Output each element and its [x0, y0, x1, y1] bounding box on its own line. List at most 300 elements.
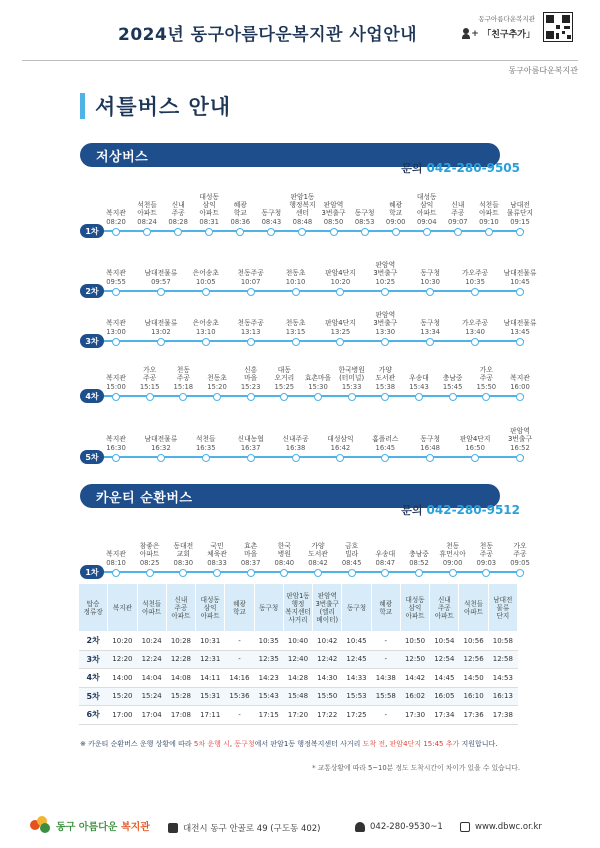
- stop-name: 복지관: [106, 435, 126, 443]
- stop-name: 가오 주공: [143, 366, 157, 382]
- route-stop[interactable]: [231, 435, 271, 464]
- time-cell: 12:45: [342, 650, 371, 669]
- stop-name: 혜광 학교: [233, 201, 247, 217]
- stop-time: 15:45: [442, 383, 463, 391]
- stop-time: 08:50: [323, 218, 344, 226]
- stop-time: 15:50: [476, 383, 497, 391]
- time-cell: 17:25: [342, 706, 371, 725]
- route-stop[interactable]: [365, 435, 405, 464]
- stop-dot-icon: [415, 393, 423, 401]
- stop-name: 신내 주공: [451, 201, 465, 217]
- run-badge: 3차: [80, 334, 104, 348]
- time-cell: 17:30: [400, 706, 429, 725]
- stop-time: 15:25: [274, 383, 295, 391]
- table-row: [79, 650, 518, 669]
- stop-time: 08:28: [168, 218, 188, 226]
- stop-name: 참좋은 아파트: [139, 542, 160, 558]
- stop-name: 가양 도서관: [308, 542, 328, 558]
- stop-name: 천동 주공: [479, 542, 493, 558]
- time-cell: 17:34: [430, 706, 459, 725]
- stop-dot-icon: [202, 454, 210, 462]
- stop-time: 10:20: [330, 278, 351, 286]
- time-cell: 10:50: [400, 632, 429, 651]
- stop-time: 15:43: [409, 383, 429, 391]
- stop-name: 가양 도서관: [375, 366, 396, 382]
- add-friend-button[interactable]: 「친구추가」: [482, 30, 535, 40]
- stop-name: 천동주공: [237, 269, 264, 277]
- stop-name: 남대전 물류단지: [506, 201, 534, 217]
- shuttle-contact-label: 문의: [401, 162, 423, 175]
- stop-name: 동대전 교회: [173, 542, 194, 558]
- route-stop[interactable]: [500, 374, 540, 403]
- stop-time: 13:10: [195, 328, 216, 336]
- time-cell: 16:13: [488, 687, 517, 706]
- route-stop[interactable]: [320, 435, 360, 464]
- address-text: 대전시 동구 안골로 49 (구도동 402): [183, 824, 321, 834]
- table-header-cell: 탑승 정류장: [79, 584, 108, 632]
- stop-time: 16:37: [240, 444, 261, 452]
- stop-name: 남대전물류: [144, 319, 178, 327]
- route-3차: [80, 288, 537, 348]
- stop-name: 대성삼익: [327, 435, 354, 443]
- stop-name: 남대전물류: [144, 435, 178, 443]
- stop-dot-icon: [112, 454, 120, 462]
- stop-dot-icon: [516, 228, 524, 236]
- stop-dot-icon: [314, 569, 322, 577]
- run-badge: 1차: [80, 224, 104, 238]
- stop-time: 08:25: [139, 559, 160, 567]
- route-stop[interactable]: [500, 201, 540, 238]
- stop-time: 16:32: [151, 444, 171, 452]
- stop-time: 09:00: [442, 559, 463, 567]
- stop-name: 동구청: [420, 269, 441, 277]
- stop-name: 복지관: [510, 374, 530, 382]
- stop-name: 대동 오거리: [274, 366, 295, 382]
- stop-time: 16:50: [465, 444, 485, 452]
- stop-dot-icon: [415, 569, 423, 577]
- stop-dot-icon: [247, 454, 255, 462]
- stop-name: 판암역 3번출구: [507, 427, 533, 443]
- logo-accent-text: 복지관: [120, 821, 150, 833]
- website-link[interactable]: www.dbwc.or.kr: [475, 822, 542, 832]
- stop-dot-icon: [179, 393, 187, 401]
- stop-dot-icon: [471, 454, 479, 462]
- stop-name: 한국병원 (터미널): [338, 366, 365, 382]
- run-label: 3차: [79, 650, 108, 669]
- run-label: 2차: [79, 632, 108, 651]
- time-cell: 14:04: [137, 669, 166, 688]
- time-cell: 17:08: [166, 706, 195, 725]
- table-row: [79, 706, 518, 725]
- stop-name: 천동초: [285, 269, 306, 277]
- route-stop[interactable]: [410, 435, 450, 464]
- run-badge: 1차: [80, 565, 104, 579]
- subheader: [22, 60, 578, 75]
- stop-dot-icon: [516, 393, 524, 401]
- stop-time: 10:10: [285, 278, 306, 286]
- stop-time: 13:40: [465, 328, 485, 336]
- stop-dot-icon: [157, 454, 165, 462]
- time-cell: 15:53: [342, 687, 371, 706]
- building-icon: [168, 823, 178, 833]
- time-cell: 15:58: [371, 687, 400, 706]
- stop-time: 08:33: [207, 559, 227, 567]
- stop-time: 09:04: [416, 218, 437, 226]
- stop-dot-icon: [449, 393, 457, 401]
- time-cell: 12:54: [430, 650, 459, 669]
- stop-time: 15:15: [139, 383, 160, 391]
- stop-dot-icon: [516, 569, 524, 577]
- stop-dot-icon: [426, 454, 434, 462]
- route-5차: [80, 404, 533, 464]
- stop-time: 09:00: [385, 218, 406, 226]
- friend-org-name: 동구아름다운복지관: [478, 15, 535, 23]
- table-header-cell: 신내 주공 아파트: [166, 584, 195, 632]
- time-cell: 17:11: [196, 706, 225, 725]
- stop-dot-icon: [205, 228, 213, 236]
- time-cell: 15:43: [254, 687, 283, 706]
- footer-phone: [355, 822, 443, 832]
- time-cell: 10:40: [283, 632, 312, 651]
- time-cell: 15:50: [313, 687, 342, 706]
- stop-name: 신내농협: [237, 435, 264, 443]
- run-badge: 5차: [80, 450, 104, 464]
- stop-dot-icon: [449, 569, 457, 577]
- time-cell: 10:24: [137, 632, 166, 651]
- stop-time: 15:38: [375, 383, 396, 391]
- time-cell: -: [225, 650, 254, 669]
- route-stop[interactable]: [141, 435, 181, 464]
- stop-name: 천동초: [285, 319, 306, 327]
- time-cell: 10:20: [108, 632, 137, 651]
- time-cell: 17:04: [137, 706, 166, 725]
- stop-name: 우송대: [409, 374, 429, 382]
- add-user-icon: +: [462, 28, 476, 40]
- stop-dot-icon: [482, 569, 490, 577]
- stop-name: 복지관: [106, 550, 126, 558]
- stop-time: 16:00: [510, 383, 530, 391]
- stop-name: 대성동 삼익 아파트: [416, 193, 437, 217]
- stop-dot-icon: [292, 454, 300, 462]
- stop-name: 천동 주공: [176, 366, 190, 382]
- route-stop[interactable]: [500, 542, 540, 579]
- stop-dot-icon: [381, 454, 389, 462]
- table-header-cell: 복지관: [108, 584, 137, 632]
- time-cell: 15:36: [225, 687, 254, 706]
- stop-name: 가오주공: [461, 319, 489, 327]
- stop-name: 판암역 3번출구: [321, 201, 346, 217]
- time-cell: 10:31: [196, 632, 225, 651]
- stop-time: 08:40: [274, 559, 295, 567]
- footer-address: [168, 822, 321, 834]
- stop-name: 판암4단지: [325, 269, 356, 277]
- stop-time: 15:33: [341, 383, 362, 391]
- stop-name: 은어송초: [192, 269, 219, 277]
- stop-dot-icon: [348, 569, 356, 577]
- stop-dot-icon: [112, 228, 120, 236]
- county-label: 카운티 순환버스: [96, 490, 193, 506]
- time-cell: 14:28: [283, 669, 312, 688]
- time-cell: 10:54: [430, 632, 459, 651]
- stop-time: 15:23: [240, 383, 261, 391]
- stop-time: 13:25: [330, 328, 351, 336]
- stop-time: 09:03: [476, 559, 497, 567]
- stop-name: 우송대: [375, 550, 396, 558]
- stop-dot-icon: [280, 393, 288, 401]
- phone-text[interactable]: 042-280-9530~1: [370, 822, 443, 832]
- time-cell: 14:53: [488, 669, 517, 688]
- table-header-cell: 대성동 삼익 아파트: [400, 584, 429, 632]
- stop-dot-icon: [280, 569, 288, 577]
- stop-name: 신내주공: [282, 435, 309, 443]
- stop-dot-icon: [516, 454, 524, 462]
- stop-time: 13:45: [510, 328, 530, 336]
- stop-time: 13:00: [106, 328, 126, 336]
- stop-name: 천동초: [207, 374, 227, 382]
- time-cell: 15:31: [196, 687, 225, 706]
- stop-time: 16:35: [195, 444, 216, 452]
- stop-dot-icon: [381, 393, 389, 401]
- stop-time: 08:48: [292, 218, 313, 226]
- stop-time: 08:24: [137, 218, 157, 226]
- stop-dot-icon: [267, 228, 275, 236]
- welfare-center-logo: [30, 816, 150, 834]
- stop-name: 신흥 마을: [244, 366, 258, 382]
- run-label: 5차: [79, 687, 108, 706]
- stop-time: 15:18: [173, 383, 194, 391]
- stop-name: 복지관: [106, 269, 126, 277]
- table-header-cell: 석천들 아파트: [137, 584, 166, 632]
- stop-time: 15:20: [207, 383, 227, 391]
- shuttle-contact: [401, 160, 520, 176]
- stop-dot-icon: [236, 228, 244, 236]
- stop-time: 09:05: [510, 559, 530, 567]
- stop-time: 13:34: [420, 328, 441, 336]
- time-cell: 12:20: [108, 650, 137, 669]
- header: [0, 0, 600, 60]
- stop-name: 동구청: [420, 435, 441, 443]
- time-cell: 14:11: [196, 669, 225, 688]
- stop-name: 동구청: [354, 209, 375, 217]
- stop-name: 한국 병원: [277, 542, 291, 558]
- route-stop[interactable]: [96, 435, 136, 464]
- table-row: [79, 632, 518, 651]
- stop-name: 효촌마을: [304, 374, 332, 382]
- phone-icon: [355, 822, 365, 832]
- stop-dot-icon: [146, 393, 154, 401]
- stop-time: 08:42: [308, 559, 328, 567]
- table-header-cell: 혜광 학교: [225, 584, 254, 632]
- county-contact-number[interactable]: 042-280-9512: [426, 503, 520, 517]
- stop-name: 석천들 아파트: [137, 201, 157, 217]
- time-cell: 17:22: [313, 706, 342, 725]
- stop-time: 15:30: [308, 383, 328, 391]
- qr-code-icon: [543, 12, 573, 42]
- time-cell: 12:56: [459, 650, 488, 669]
- stop-name: 남대전물류: [144, 269, 178, 277]
- stop-time: 16:42: [330, 444, 351, 452]
- run-label: 4차: [79, 669, 108, 688]
- time-cell: 10:56: [459, 632, 488, 651]
- time-cell: -: [371, 706, 400, 725]
- stop-name: 가오 주공: [513, 542, 527, 558]
- stop-dot-icon: [143, 228, 151, 236]
- shuttle-contact-number[interactable]: 042-280-9505: [426, 161, 520, 175]
- time-cell: 12:28: [166, 650, 195, 669]
- stop-name: 판암역 3번출구: [373, 261, 398, 277]
- route-1차: [80, 178, 534, 238]
- stop-time: 10:25: [375, 278, 396, 286]
- stop-name: 은어송초: [192, 319, 219, 327]
- stop-dot-icon: [213, 569, 221, 577]
- county-note: ※ 카운티 순환버스 운행 상황에 따라 5차 운행 시, 동구청에서 판암1동 행정복지센터 사거리 도착 전, 판암4단지 15:45 추가 지원합니다.: [80, 740, 498, 748]
- time-cell: 17:15: [254, 706, 283, 725]
- stop-time: 10:35: [465, 278, 485, 286]
- time-cell: 17:20: [283, 706, 312, 725]
- stop-time: 16:38: [285, 444, 306, 452]
- logo-mark-icon: [30, 816, 52, 834]
- stop-name: 대성동 삼익 아파트: [199, 193, 220, 217]
- stop-time: 08:45: [341, 559, 362, 567]
- time-cell: 14:16: [225, 669, 254, 688]
- route-stop[interactable]: [186, 435, 226, 464]
- route-stop[interactable]: [500, 427, 540, 464]
- county-timetable: [78, 583, 518, 725]
- time-cell: -: [371, 650, 400, 669]
- stop-time: 10:05: [195, 278, 216, 286]
- footer: [0, 808, 600, 848]
- stop-dot-icon: [348, 393, 356, 401]
- stop-name: 복지관: [106, 319, 126, 327]
- stop-name: 천동 휴먼시아: [439, 542, 466, 558]
- time-cell: 14:45: [430, 669, 459, 688]
- time-cell: 14:38: [371, 669, 400, 688]
- run-badge: 2차: [80, 284, 104, 298]
- stop-time: 09:55: [106, 278, 126, 286]
- stop-dot-icon: [213, 393, 221, 401]
- table-header-cell: 동구청: [254, 584, 283, 632]
- time-cell: 16:02: [400, 687, 429, 706]
- stop-name: 국민 체육관: [207, 542, 227, 558]
- time-cell: 14:50: [459, 669, 488, 688]
- table-row: [79, 669, 518, 688]
- stop-name: 천동주공: [237, 319, 264, 327]
- time-cell: 16:05: [430, 687, 459, 706]
- stop-name: 충남중: [442, 374, 463, 382]
- time-cell: 14:30: [313, 669, 342, 688]
- table-header-cell: 대성동 삼익 아파트: [196, 584, 225, 632]
- time-cell: 17:00: [108, 706, 137, 725]
- time-cell: 12:24: [137, 650, 166, 669]
- stop-name: 홈플러스: [372, 435, 399, 443]
- time-cell: 15:20: [108, 687, 137, 706]
- stop-name: 석천들 아파트: [479, 201, 499, 217]
- shuttle-label: 저상버스: [96, 149, 149, 165]
- time-cell: -: [225, 632, 254, 651]
- stop-dot-icon: [336, 454, 344, 462]
- stop-time: 08:47: [375, 559, 396, 567]
- time-cell: 15:24: [137, 687, 166, 706]
- table-row: [79, 687, 518, 706]
- time-cell: 12:58: [488, 650, 517, 669]
- time-cell: 14:33: [342, 669, 371, 688]
- stop-name: 판암역 3번출구: [373, 311, 398, 327]
- stop-dot-icon: [247, 393, 255, 401]
- stop-name: 혜광 학교: [389, 201, 403, 217]
- time-cell: -: [225, 706, 254, 725]
- stop-time: 08:53: [354, 218, 375, 226]
- route-stop[interactable]: [455, 435, 495, 464]
- stop-name: 신내 주공: [171, 201, 185, 217]
- county-contact-label: 문의: [401, 504, 423, 517]
- stop-name: 충남중: [409, 550, 429, 558]
- stop-name: 판암4단지: [325, 319, 356, 327]
- stop-dot-icon: [247, 569, 255, 577]
- table-header-cell: 남대전 물류 단지: [488, 584, 517, 632]
- stop-time: 16:45: [375, 444, 396, 452]
- stop-name: 남대전물류: [503, 319, 537, 327]
- time-cell: 15:28: [166, 687, 195, 706]
- stop-dot-icon: [381, 569, 389, 577]
- stop-time: 09:57: [151, 278, 171, 286]
- time-cell: 14:23: [254, 669, 283, 688]
- traffic-note: * 교통상황에 따라 5~10분 정도 도착시간이 차이가 있을 수 있습니다.: [312, 764, 520, 772]
- table-header-cell: 판암역 3번출구 (엘리 베이터): [313, 584, 342, 632]
- stop-time: 15:00: [106, 383, 126, 391]
- run-label: 6차: [79, 706, 108, 725]
- stop-time: 16:48: [420, 444, 441, 452]
- run-badge: 4차: [80, 389, 104, 403]
- logo-main-text: 동구 아름다운: [56, 821, 121, 833]
- time-cell: -: [371, 632, 400, 651]
- web-icon: [460, 822, 470, 832]
- stop-dot-icon: [485, 228, 493, 236]
- time-cell: 17:36: [459, 706, 488, 725]
- stop-time: 10:45: [510, 278, 530, 286]
- stop-time: 08:10: [106, 559, 126, 567]
- stop-time: 16:52: [510, 444, 530, 452]
- stop-dot-icon: [174, 228, 182, 236]
- time-cell: 17:38: [488, 706, 517, 725]
- stop-time: 08:20: [106, 218, 126, 226]
- time-cell: 16:10: [459, 687, 488, 706]
- stop-time: 08:43: [261, 218, 282, 226]
- time-cell: 10:35: [254, 632, 283, 651]
- stop-name: 가오 주공: [479, 366, 493, 382]
- stop-dot-icon: [392, 228, 400, 236]
- stop-time: 09:15: [510, 218, 530, 226]
- table-header-cell: 혜광 학교: [371, 584, 400, 632]
- stop-name: 금호 빌라: [345, 542, 359, 558]
- route-stop[interactable]: [276, 435, 316, 464]
- stop-time: 16:30: [106, 444, 126, 452]
- time-cell: 12:35: [254, 650, 283, 669]
- stop-dot-icon: [330, 228, 338, 236]
- stop-dot-icon: [314, 393, 322, 401]
- time-cell: 10:28: [166, 632, 195, 651]
- county-contact: [401, 502, 520, 518]
- table-header-cell: 동구청: [342, 584, 371, 632]
- stop-name: 동구청: [420, 319, 441, 327]
- page-title-block: [80, 92, 231, 120]
- subheader-org: 동구아름다운복지관: [508, 66, 578, 75]
- stop-name: 판암1동 행정복지 센터: [289, 193, 316, 217]
- time-cell: 10:45: [342, 632, 371, 651]
- stop-time: 08:52: [409, 559, 429, 567]
- add-friend-box[interactable]: [440, 14, 535, 40]
- stop-dot-icon: [482, 393, 490, 401]
- route-4차: [80, 343, 530, 403]
